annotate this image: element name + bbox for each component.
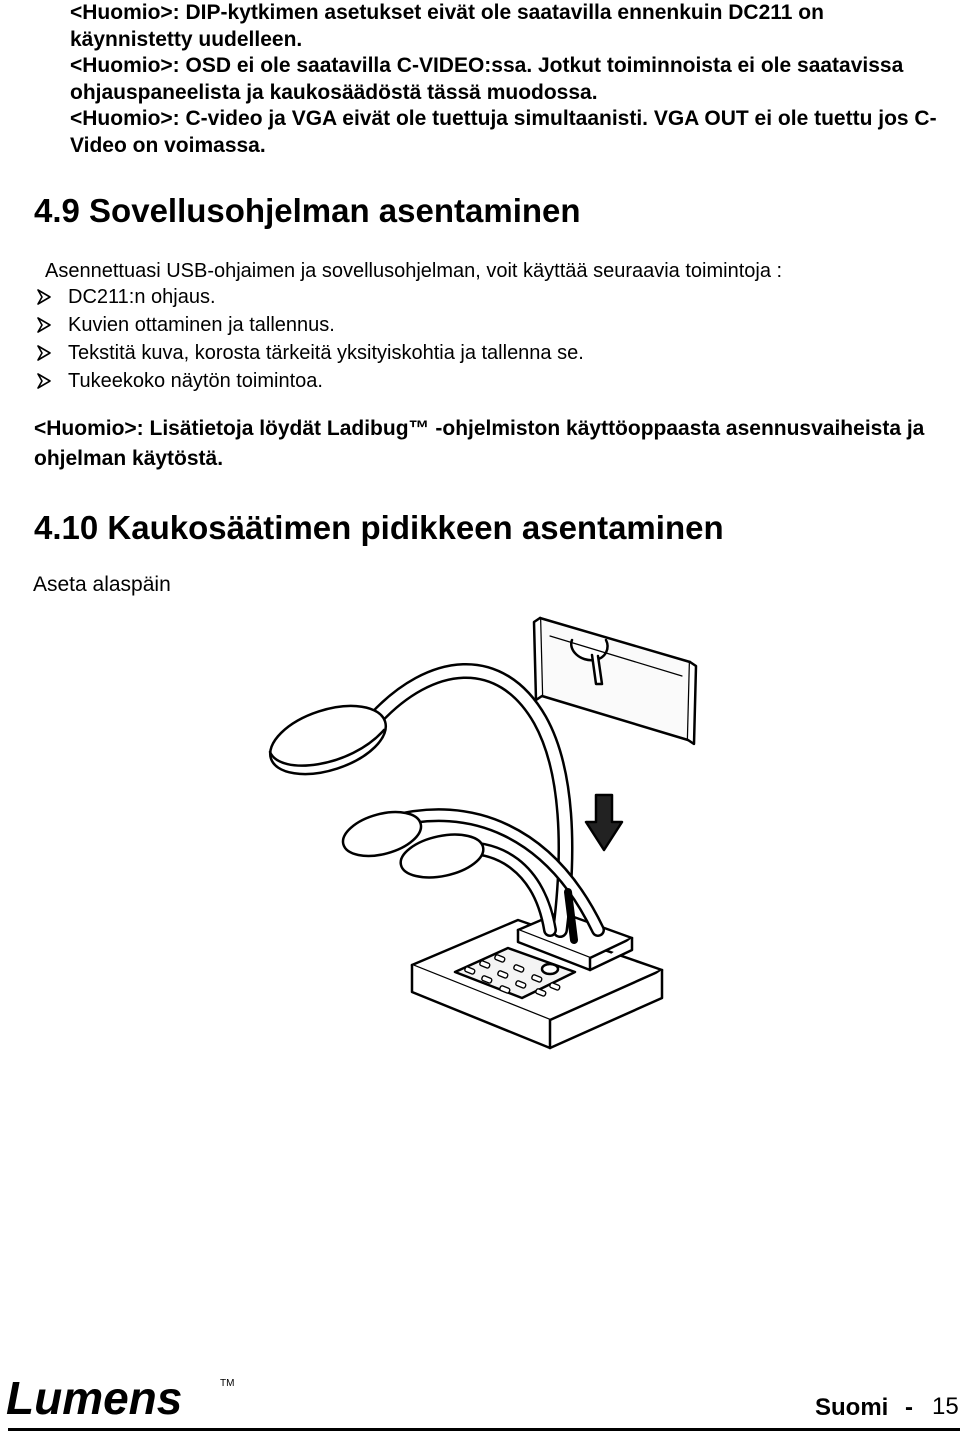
list-item-text: DC211:n ohjaus.: [68, 286, 216, 308]
note-dip: <Huomio>: DIP-kytkimen asetukset eivät ole saatavilla ennenkuin DC211 on käynnistetty uudelleen.: [70, 1, 824, 51]
camera-base: [412, 912, 662, 1048]
arrow-bullet-icon: [36, 289, 68, 305]
list-item: [36, 311, 584, 339]
section-4-9-intro: Asennettuasi USB-ohjaimen ja sovellusohjelman, voit käyttää seuraavia toimintoja :: [45, 260, 783, 282]
down-arrow-icon: [586, 795, 622, 850]
list-item: [36, 367, 584, 395]
lumens-logo: [6, 1370, 246, 1429]
ladibug-note: <Huomio>: Lisätietoja löydät Ladibug™ -ohjelmiston käyttöoppaasta asennusvaiheista ja ohjelman käytöstä.: [34, 417, 925, 470]
page-number: 15: [932, 1393, 959, 1420]
footer-language: [815, 1394, 913, 1422]
note-osd: <Huomio>: OSD ei ole saatavilla C-VIDEO:ssa. Jotkut toiminnoista ei ole saatavissa ohjauspaneelista ja kaukosäädöstä tässä muodossa.: [70, 54, 904, 104]
language-label: Suomi: [815, 1394, 889, 1421]
list-item-text: Kuvien ottaminen ja tallennus.: [68, 314, 335, 336]
arrow-bullet-icon: [36, 317, 68, 333]
camera-heads: [262, 693, 488, 884]
section-4-10-heading: 4.10 Kaukosäätimen pidikkeen asentaminen: [34, 509, 724, 546]
note-cvideo-vga: <Huomio>: C-video ja VGA eivät ole tuettuja simultaanisti. VGA OUT ei ole tuettu jos C-Video on voimassa.: [70, 107, 937, 157]
gooseneck-arms: [376, 671, 598, 940]
arrow-bullet-icon: [36, 345, 68, 361]
remote-holder-bracket: [534, 618, 696, 744]
notes-block: [70, 0, 950, 159]
list-item: [36, 339, 584, 367]
section-4-9-heading: 4.9 Sovellusohjelman asentaminen: [34, 192, 581, 229]
document-camera-illustration: [250, 600, 710, 1065]
arrow-bullet-icon: [36, 373, 68, 389]
feature-list: [36, 283, 584, 395]
footer-separator: -: [905, 1394, 914, 1421]
logo-text: Lumens: [6, 1372, 183, 1424]
list-item: [36, 283, 584, 311]
list-item-text: Tekstitä kuva, korosta tärkeitä yksityiskohtia ja tallenna se.: [68, 342, 584, 364]
logo-trademark: TM: [220, 1378, 235, 1389]
instruction-text: Aseta alaspäin: [33, 573, 171, 596]
list-item-text: Tukeekoko näytön toimintoa.: [68, 370, 323, 392]
